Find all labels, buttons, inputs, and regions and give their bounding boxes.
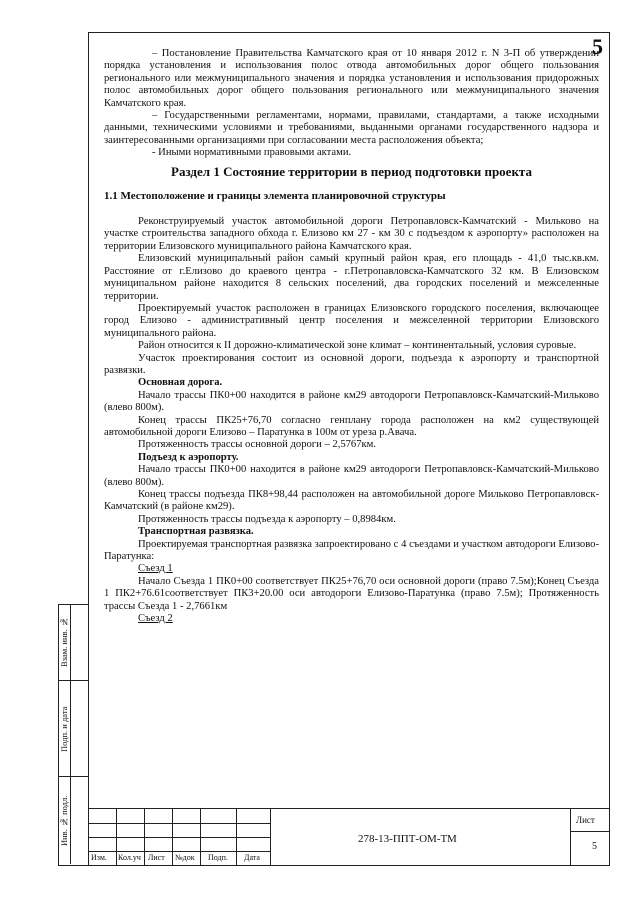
- side-label-sign-date: Подп. и дата: [59, 706, 69, 752]
- side-label-inv-instead: Взам. инв. №: [59, 617, 69, 667]
- main-road-heading: Основная дорога.: [138, 377, 223, 389]
- interchange-heading: Транспортная развязка.: [138, 526, 254, 538]
- title-block: [88, 808, 610, 866]
- body-paragraph: Проектируемый участок расположен в границах Елизовского городского поселения, включающее город Елизово - административный центр поселения и межселенной территории Елизовского муниципального района.: [104, 302, 599, 339]
- page-number-large: 5: [592, 34, 603, 59]
- body-paragraph: Елизовский муниципальный район самый крупный район края, его площадь - 41,0 тыс.кв.км. Расстояние от г.Елизово до краевого центра - г.Петропавловска-Камчатского 32 км. В Елизовском муниципальном районе находится 8 сельских поселений, два городских поселений и межселенные территории.: [104, 253, 599, 302]
- body-paragraph: Район относится к II дорожно-климатической зоне климат – континентальный, условия суровые.: [138, 340, 577, 352]
- exit1-label: Съезд 1: [138, 563, 173, 575]
- subsection-title: 1.1 Местоположение и границы элемента планировочной структуры: [104, 189, 446, 202]
- main-road-start: Начало трассы ПК0+00 находится в районе км29 автодороги Петропавловск-Камчатский-Мильково (влево 800м).: [104, 389, 599, 414]
- sheet-number: 5: [592, 841, 597, 852]
- paragraph-regulations: – Государственными регламентами, нормами, правилами, стандартами, а также исходными данными, техническими условиями и требованиями, выданными органами государственного надзора и заинтересованными организациями при согласовании места расположения объекта;: [104, 110, 599, 146]
- paragraph-resolution: – Постановление Правительства Камчатского края от 10 января 2012 г. N 3-П об утверждении порядка установления и использования полос отвода автомобильных дорог общего пользования регионального или межмуниципального значения и порядка установления и использования придорожных полос автомобильных дорог общего пользования регионального или межмуниципального значения Камчатского края.: [104, 48, 599, 109]
- stamp-col-ndoc: №док: [175, 853, 195, 862]
- airport-road-heading: Подъезд к аэропорту.: [138, 451, 239, 463]
- body-paragraph: Участок проектирования состоит из основной дороги, подъезда к аэропорту и транспортной развязки.: [104, 352, 599, 376]
- airport-road-start: Начало трассы ПК0+00 находится в районе км29 автодороги Петропавловск-Камчатский-Мильково (влево 800м).: [104, 464, 599, 488]
- airport-road-length: Протяженность трассы подъезда к аэропорту – 0,8984км.: [138, 513, 396, 525]
- stamp-col-list: Лист: [148, 853, 165, 862]
- document-code: 278-13-ППТ-ОМ-ТМ: [358, 833, 457, 845]
- stamp-col-date: Дата: [244, 853, 260, 862]
- side-divider: [58, 680, 88, 681]
- document-content: [104, 48, 599, 625]
- section-title: Раздел 1 Состояние территории в период подготовки проекта: [171, 163, 532, 179]
- stamp-col-kol: Кол.уч: [118, 853, 141, 862]
- airport-road-end: Конец трассы подъезда ПК8+98,44 расположен на автомобильной дороге Мильково Петропавловск-Камчатский (в районе км29).: [104, 489, 599, 513]
- interchange-text: Проектируемая транспортная развязка запроектировано с 4 съездами и участком автодороги Елизово-Паратунка:: [104, 538, 599, 563]
- body-paragraph: Реконструируемый участок автомобильной дороги Петропавловск-Камчатский - Мильково на участке строительства западного обхода г. Елизово км 27 - км 30 с подъездом к аэропорту» расположен на территории Елизовского муниципального района Камчатского края.: [104, 216, 599, 252]
- main-road-length: Протяженность трассы основной дороги – 2,5767км.: [138, 439, 377, 451]
- exit1-text: Начало Съезда 1 ПК0+00 соответствует ПК25+76,70 оси основной дороги (право 7.5м);Конец Съезда 1 ПК2+76.61соответствует ПК3+20.00 оси автодороги Елизово-Паратунка (право 7.5м); Протяженность трассы Съезда 1 - 2,7661км: [104, 575, 599, 612]
- stamp-col-sign: Подп.: [208, 853, 228, 862]
- side-label-inv-orig: Инв. № подл.: [59, 795, 69, 847]
- side-divider: [58, 776, 88, 777]
- stamp-col-izm: Изм.: [91, 853, 107, 862]
- sheet-label: Лист: [576, 815, 595, 825]
- paragraph-other-acts: - Иными нормативными правовыми актами.: [152, 147, 352, 159]
- exit2-label: Съезд 2: [138, 613, 173, 625]
- main-road-end: Конец трассы ПК25+76,70 согласно генплану города расположен на км2 существующей автомобильной дороги Елизово – Паратунка в 100м от уреза р.Авача.: [104, 414, 599, 438]
